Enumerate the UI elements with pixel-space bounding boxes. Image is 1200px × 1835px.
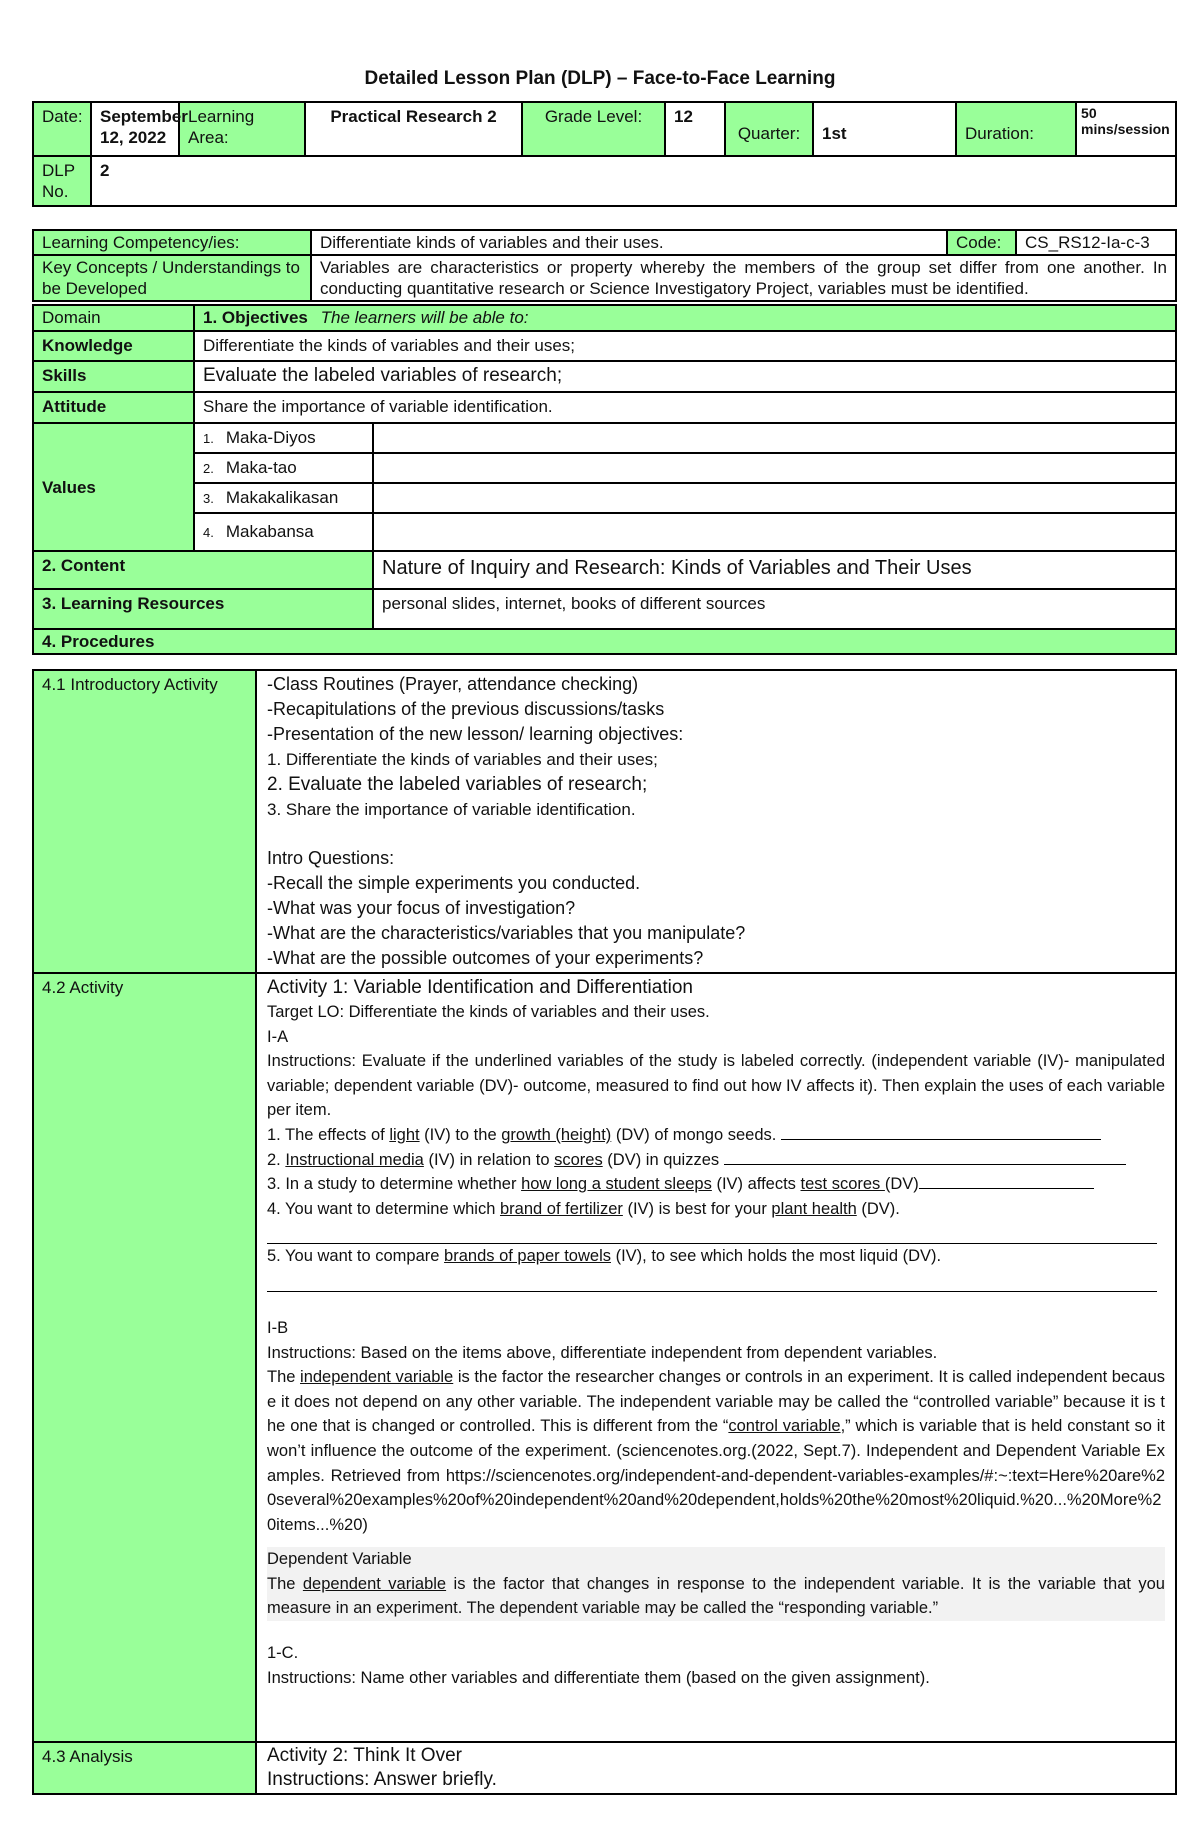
activity-title: Activity 1: Variable Identification and Differentiation bbox=[267, 977, 693, 998]
resources-value: personal slides, internet, books of different sources bbox=[373, 589, 1176, 629]
intro-question: -What are the possible outcomes of your experiments? bbox=[267, 948, 704, 968]
dep-paragraph: The dependent variable is the factor that changes in response to the independent variable. It is the variable that you measure in an experiment. The dependent variable may be called the “responding variable.” bbox=[267, 1574, 1165, 1618]
intro-line: 1. Differentiate the kinds of variables and their uses; bbox=[267, 750, 658, 769]
answer-line[interactable] bbox=[781, 1125, 1101, 1140]
objectives-heading-sub: The learners will be able to: bbox=[320, 308, 529, 327]
intro-questions-heading: Intro Questions: bbox=[267, 848, 395, 868]
skills-label: Skills bbox=[33, 361, 194, 392]
grade-value: 12 bbox=[665, 102, 725, 156]
domain-label: Domain bbox=[33, 305, 194, 331]
ic-instructions: Instructions: Name other variables and differentiate them (based on the given assignment). bbox=[267, 1668, 930, 1687]
intro-line: -Recapitulations of the previous discussions/tasks bbox=[267, 699, 665, 719]
intro-line: 3. Share the importance of variable identification. bbox=[267, 800, 636, 819]
code-value: CS_RS12-Ia-c-3 bbox=[1016, 230, 1176, 255]
activity-label: 4.2 Activity bbox=[33, 973, 256, 1742]
intro-question: -What was your focus of investigation? bbox=[267, 898, 576, 918]
values-blank bbox=[373, 423, 1176, 453]
learning-area-value: Practical Research 2 bbox=[305, 102, 522, 156]
answer-line[interactable] bbox=[267, 1221, 1157, 1244]
knowledge-value: Differentiate the kinds of variables and their uses; bbox=[194, 331, 1176, 361]
answer-line[interactable] bbox=[724, 1150, 1126, 1165]
duration-value: 50 mins/session bbox=[1076, 102, 1176, 156]
header-table bbox=[32, 101, 1177, 207]
date-value: September 12, 2022 bbox=[91, 102, 179, 156]
values-item: 2. Maka-tao bbox=[194, 453, 373, 483]
ia-label: I-A bbox=[267, 1027, 289, 1046]
attitude-label: Attitude bbox=[33, 392, 194, 423]
analysis-label: 4.3 Analysis bbox=[33, 1742, 256, 1794]
content-label: 2. Content bbox=[33, 551, 373, 589]
ic-label: 1-C. bbox=[267, 1644, 299, 1663]
intro-line: 2. Evaluate the labeled variables of research; bbox=[267, 774, 648, 795]
objectives-heading bbox=[194, 305, 1176, 331]
values-blank bbox=[373, 513, 1176, 551]
code-label: Code: bbox=[947, 230, 1016, 255]
ib-paragraph: The independent variable is the factor the researcher changes or controls in an experiment. It is called independent because it does not depend on any other variable. The independent variable may be called the “controlled variable” because it is the one that is changed or controlled. This is different from the “control variable,” which is variable that is held constant so it won’t influence the outcome of the experiment. (sciencenotes.org.(2022, Sept.7). Independent and Dependent Variable Examples. Retrieved from https://sciencenotes.org/independent-and-dependent-variables-examples/#:~:text=Here%20are%20several%20examples%20of%20independent%20and%20dependent,holds%20the%20most%20liquid.%20...%20More%20items...%20) bbox=[267, 1368, 1166, 1534]
item-5: 5. You want to compare brands of paper towels (IV), to see which holds the most liquid (DV). bbox=[267, 1247, 942, 1266]
resources-label: 3. Learning Resources bbox=[33, 589, 373, 629]
competency-value: Differentiate kinds of variables and their uses. bbox=[311, 230, 947, 255]
intro-line: -Class Routines (Prayer, attendance checking) bbox=[267, 674, 639, 694]
duration-label: Duration: bbox=[956, 102, 1076, 156]
target-lo-label: Target LO: bbox=[267, 1003, 345, 1021]
intro-question: -What are the characteristics/variables that you manipulate? bbox=[267, 923, 746, 943]
values-label: Values bbox=[33, 423, 194, 551]
activity-cell bbox=[256, 973, 1176, 1742]
target-lo-value: Differentiate the kinds of variables and their uses. bbox=[348, 1003, 710, 1021]
intro-question: -Recall the simple experiments you conducted. bbox=[267, 873, 641, 893]
learning-area-label: Learning Area: bbox=[179, 102, 305, 156]
answer-line[interactable] bbox=[919, 1174, 1094, 1189]
analysis-cell bbox=[256, 1742, 1176, 1794]
item-3: 3. In a study to determine whether how long a student sleeps (IV) affects test scores (DV) bbox=[267, 1172, 1165, 1197]
intro-cell bbox=[256, 670, 1176, 973]
target-lo bbox=[267, 1000, 1165, 1025]
values-item: 1. Maka-Diyos bbox=[194, 423, 373, 453]
grade-label: Grade Level: bbox=[522, 102, 665, 156]
procedures-heading: 4. Procedures bbox=[33, 629, 1176, 654]
values-blank bbox=[373, 453, 1176, 483]
dep-heading: Dependent Variable bbox=[267, 1550, 412, 1569]
values-item: 4. Makabansa bbox=[194, 513, 373, 551]
dependent-variable-block bbox=[267, 1547, 1165, 1621]
intro-line: -Presentation of the new lesson/ learning objectives: bbox=[267, 724, 684, 744]
objectives-heading-title: 1. Objectives bbox=[203, 308, 308, 327]
key-concepts-value: Variables are characteristics or property whereby the members of the group set differ from one another. In conducting quantitative research or Science Investigatory Project, variables must be identified. bbox=[311, 255, 1176, 301]
dlp-value: 2 bbox=[91, 156, 1176, 206]
item-2: 2. Instructional media (IV) in relation to scores (DV) in quizzes bbox=[267, 1148, 1165, 1173]
values-blank bbox=[373, 483, 1176, 513]
competency-label: Learning Competency/ies: bbox=[33, 230, 311, 255]
answer-line[interactable] bbox=[267, 1269, 1157, 1292]
attitude-value: Share the importance of variable identification. bbox=[194, 392, 1176, 423]
analysis-title: Activity 2: Think It Over bbox=[267, 1745, 462, 1766]
quarter-value: 1st bbox=[813, 102, 956, 156]
ia-instructions: Instructions: Evaluate if the underlined variables of the study is labeled correctly. (independent variable (IV)- manipulated variable; dependent variable (DV)- outcome, measured to find out how IV affects it). Then explain the uses of each variable per item. bbox=[267, 1052, 1165, 1120]
ib-instructions: Instructions: Based on the items above, differentiate independent from dependent variables. bbox=[267, 1343, 938, 1362]
quarter-label: Quarter: bbox=[725, 102, 813, 156]
dlp-label: DLP No. bbox=[33, 156, 91, 206]
values-item: 3. Makakalikasan bbox=[194, 483, 373, 513]
objectives-table bbox=[32, 304, 1177, 655]
key-concepts-label: Key Concepts / Understandings to be Developed bbox=[33, 255, 311, 301]
procedures-table bbox=[32, 669, 1177, 1795]
item-4: 4. You want to determine which brand of fertilizer (IV) is best for your plant health (DV). bbox=[267, 1199, 900, 1218]
date-label: Date: bbox=[33, 102, 91, 156]
content-value: Nature of Inquiry and Research: Kinds of Variables and Their Uses bbox=[373, 551, 1176, 589]
intro-label: 4.1 Introductory Activity bbox=[33, 670, 256, 973]
item-1: 1. The effects of light (IV) to the growth (height) (DV) of mongo seeds. bbox=[267, 1123, 1165, 1148]
analysis-instructions: Instructions: Answer briefly. bbox=[267, 1769, 497, 1790]
page-title: Detailed Lesson Plan (DLP) – Face-to-Face Learning bbox=[364, 68, 836, 89]
competency-table bbox=[32, 229, 1177, 302]
ib-label: I-B bbox=[267, 1318, 289, 1337]
knowledge-label: Knowledge bbox=[33, 331, 194, 361]
skills-value: Evaluate the labeled variables of research; bbox=[194, 361, 1176, 392]
